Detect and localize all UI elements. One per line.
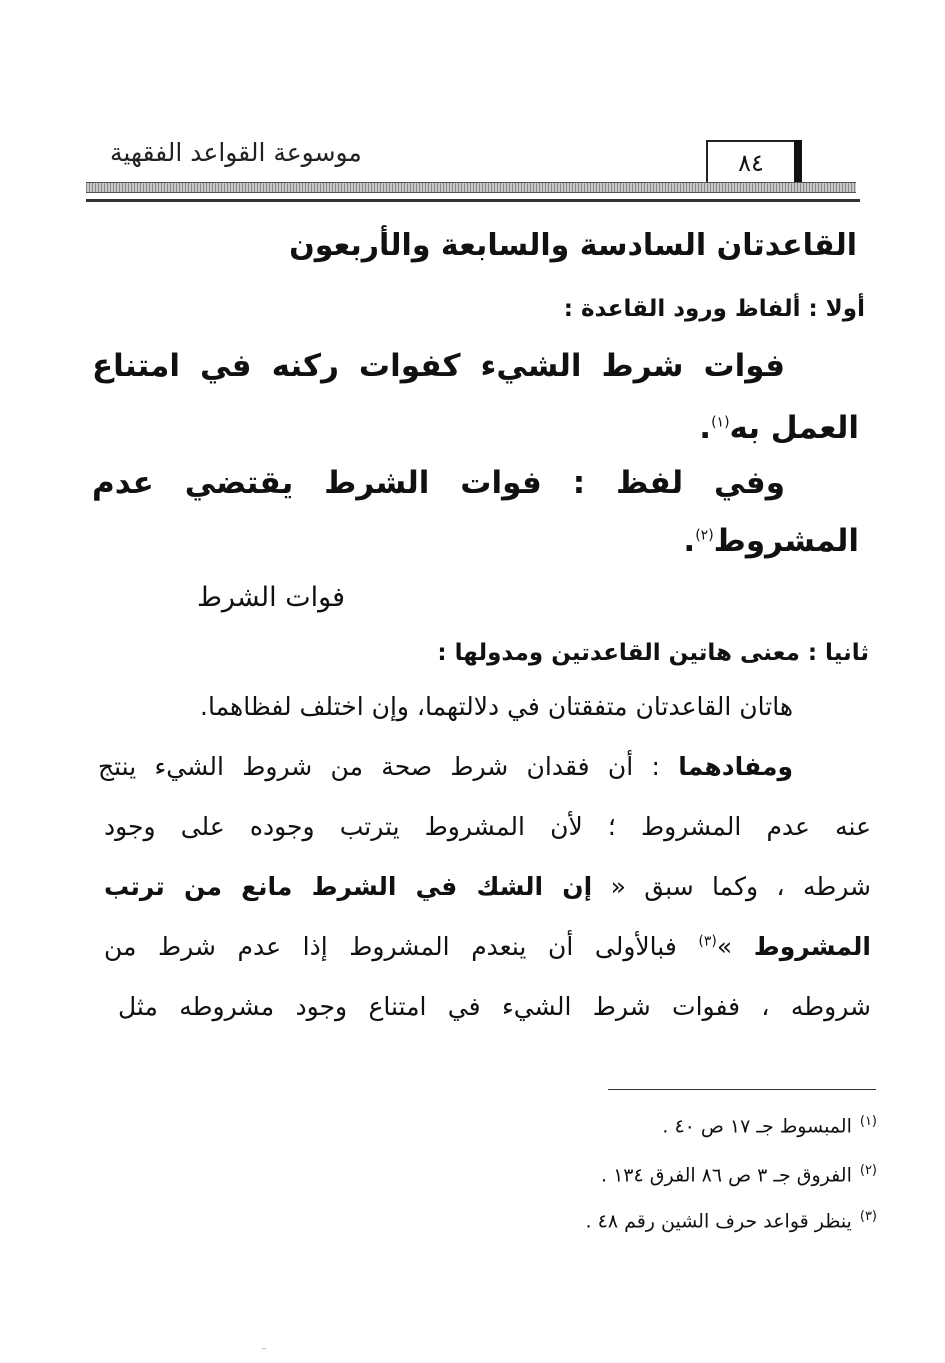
- footnote-1-text: المبسوط جـ ١٧ ص ٤٠ .: [662, 1115, 852, 1138]
- footnote-separator: [608, 1089, 876, 1090]
- paragraph2-line1-text: : أن فقدان شرط صحة من شروط الشيء ينتج: [98, 752, 679, 781]
- header-rule: [86, 199, 860, 202]
- paragraph2-line3-start: شرطه ، وكما سبق «: [592, 872, 871, 901]
- footnote-1: [662, 1114, 877, 1137]
- quote-close: »: [716, 932, 754, 961]
- footnote-1-number: (١): [859, 1114, 877, 1129]
- rule2-end: .: [683, 523, 696, 559]
- footnote-2: [601, 1163, 877, 1186]
- rule1-end: .: [699, 410, 712, 446]
- section-title: القاعدتان السادسة والسابعة والأربعون: [289, 228, 857, 263]
- quoted-rule: إن الشك في الشرط مانع من ترتب: [104, 872, 593, 901]
- paragraph2-line3: [104, 872, 871, 901]
- footnote-3-number: (٣): [859, 1209, 877, 1224]
- page-number-box: [706, 140, 794, 184]
- footnote-ref-3: (٣): [698, 933, 717, 950]
- running-header-title: موسوعة القواعد الفقهية: [110, 138, 362, 167]
- footnote-ref-1: (١): [711, 414, 730, 431]
- rule2-text: المشروط: [713, 523, 859, 559]
- paragraph2-line5: شروطه ، ففوات شرط الشيء في امتناع وجود مشروطه مثل: [118, 992, 871, 1021]
- part1-heading: أولا : ألفاظ ورود القاعدة :: [563, 296, 865, 322]
- scan-speck: [262, 1348, 266, 1349]
- part2-heading: ثانيا : معنى هاتين القاعدتين ومدولها :: [437, 640, 869, 666]
- rule2-line2: [683, 523, 859, 559]
- paragraph2-line2: عنه عدم المشروط ؛ لأن المشروط يترتب وجوده على وجود: [104, 812, 871, 841]
- footnote-3-text: ينظر قواعد حرف الشين رقم ٤٨ .: [585, 1210, 852, 1233]
- paragraph1: هاتان القاعدتان متفقتان في دلالتهما، وإن اختلف لفظاهما.: [200, 692, 793, 721]
- rule1-text: العمل به: [729, 410, 859, 446]
- page-number: ٨٤: [738, 149, 764, 177]
- quoted-rule-end: المشروط: [753, 932, 871, 961]
- rule2-line1: وفي لفظ : فوات الشرط يقتضي عدم: [92, 465, 785, 501]
- paragraph2-label: ومفادهما: [678, 752, 793, 781]
- page-number-box-edge: [794, 140, 802, 186]
- paragraph2-line4: [104, 932, 871, 961]
- paragraph2-line4-text: فبالأولى أن ينعدم المشروط إذا عدم شرط من: [104, 932, 699, 961]
- footnote-ref-2: (٢): [695, 527, 714, 544]
- footnote-2-text: الفروق جـ ٣ ص ٨٦ الفرق ١٣٤ .: [600, 1164, 852, 1187]
- header-decorative-band: [86, 182, 856, 193]
- centered-phrase: فوات الشرط: [196, 582, 345, 613]
- paragraph2-line1: [98, 752, 793, 781]
- footnote-2-number: (٢): [859, 1163, 877, 1178]
- footnote-3: [586, 1209, 877, 1232]
- rule1-line1: فوات شرط الشيء كفوات ركنه في امتناع: [92, 348, 785, 384]
- rule1-line2: [699, 410, 859, 446]
